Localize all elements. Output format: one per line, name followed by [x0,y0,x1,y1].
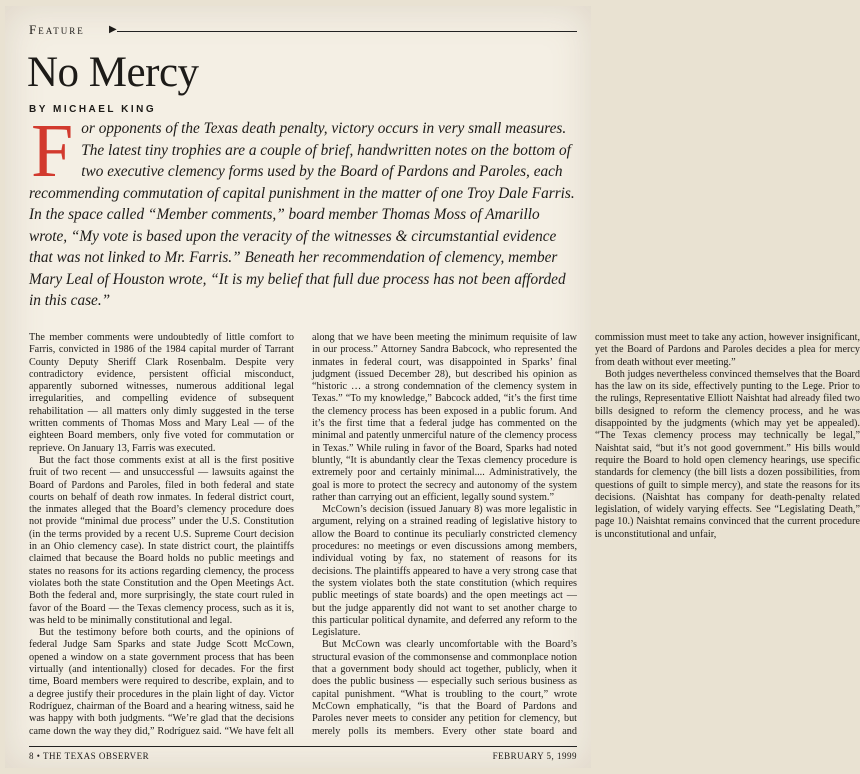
body-paragraph: Both judges nevertheless convinced themselves that the Board has the law on its side, effectively punting to the Lege. Prior to the rulings, Representative Elliott Naishtat had already filed two bills designed to reform the clemency process, and he was disappointed by the judgments (which may yet be appealed). “The Texas clemency process may technically be legal,” Naishtat said, “but it’s not good government.” His bills would require the Board to hold open clemency hearings, use specific standards for clemency (the bill lists a dozen possibilities, from questions of guilt to simple mercy), and state the reasons for its decisions. (Naishtat has company for death-penalty related legislation, of widely varying effects. See “Legislating Death,” page 10.) Naishtat remains convinced that the current procedure is unconstitutional and unfair, [595,368,860,540]
folio: 8 • THE TEXAS OBSERVER [29,751,150,761]
issue-date: FEBRUARY 5, 1999 [492,751,577,761]
body-paragraph: McCown’s decision (issued January 8) was more legalistic in argument, relying on a strained reading of legislative history to allow the Board to continue its peculiarly constricted clemency procedures: no meetings or even discussions among members, individual voting by fax, no statement of reasons for its decisions. The plaintiffs appeared to have a very strong case that the system violates both the state constitution (which requires public meetings of state boards) and the open meetings act — but the judge apparently did not want to set another charge to this particular political dynamite, and deferred any reform to the Legislature. [312,504,577,639]
kicker-rule [117,31,577,32]
magazine-page [5,6,860,768]
article-body [29,332,860,742]
body-paragraph: The member comments were undoubtedly of little comfort to Farris, convicted in 1986 of the 1984 capital murder of Tarrant County Deputy Sheriff Clark Rosenbalm. Despite very contradictory evidence, persistent official misconduct, apparently suborned witnesses, numerous additional legal irregularities, and compelling evidence of subsequent rehabilitation — all matters only dimly suggested in the terse written comments of Thomas Moss and Mary Leal — of the eighteen Board members, only five voted for commutation or reprieve. On January 13, Farris was executed. [29,332,294,454]
footer-rule [29,746,577,747]
body-paragraph: But McCown was clearly uncomfortable with the Board’s structural evasion of the commonsense and commonplace notion that a government body should act together, publicly, when it does the public business — especially such serious business as capital punishment. “What is troubling to the court,” wrote McCown emphatically, “is that the Board of Pardons and Paroles never meets to consider any petition for clemency, but merely polls its members. Every other state board and commission must meet to take any action, however insignificant, yet the Board of Pardons and Paroles decides a plea for mercy from death without ever meeting.” [312,332,860,737]
byline: BY MICHAEL KING [29,104,157,115]
dropcap: F [31,109,74,193]
kicker-arrow-icon: ▶ [109,24,117,35]
body-paragraph: But the fact those comments exist at all is the first positive fruit of two recent — and unsuccessful — lawsuits against the Board of Pardons and Paroles, filed in both federal and state courts on behalf of death row inmates. In federal district court, the inmates alleged that the Board’s clemency procedure does not provide “minimal due process” under the U.S. Constitution (in the terms provided by a recent U.S. Supreme Court decision in an Ohio clemency case). In state district court, the plaintiffs claimed that because the Board holds no public meetings and states no reasons for its actions regarding clemency, the process violates both the state Constitution and the Open Meetings Act. Both the federal and, more surprisingly, the state court ruled in favor of the Board — the Texas clemency process, such as it is, was held to be minimally constitutional and legal. [29,454,294,626]
body-paragraph: But the testimony before both courts, and the opinions of federal Judge Sam Sparks and state Judge Scott McCown, opened a window on a state government process that has been virtually (and intentionally) closed for decades. For the first time, Board members were required to describe, explain, and to a degree justify their procedures in the plain light of day. Victor Rodríguez, chairman of the Board and a hearing witness, said he was happy with both judgments. “We’re glad that the decisions came down the way they did,” Rodríguez said. “We have felt all along that we have been meeting the minimum requisite of law in our process.” Attorney Sandra Babcock, who represented the inmates in federal court, was disappointed in Sparks’ final judgment (issued December 28), but described his opinion as “historic … a strong condemnation of the clemency system in Texas.” “To my knowledge,” Babcock added, “it’s the first time the clemency process has been exposed in a public forum. And it’s the first time that a federal judge has commented on the minimal and patently unmerciful nature of the clemency process in Texas.” While ruling in favor of the Board, Sparks had noted bluntly, “It is abundantly clear the Texas clemency procedure is extremely poor and certainly minimal.... Administratively, the goal is more to protect the secrecy and autonomy of the system rather than carrying out an efficient, legally sound system.” [29,332,577,737]
dek-text: or opponents of the Texas death penalty, victory occurs in very small measures. The latest tiny trophies are a couple of brief, handwritten notes on the bottom of two executive clemency forms used by the Board of Pardons and Paroles, each recommending commutation of capital punishment in the matter of one Troy Dale Farris. In the space called “Member comments,” board member Thomas Moss of Amarillo wrote, “My vote is based upon the veracity of the witnesses & circumstantial evidence that was not linked to Mr. Farris.” Beneath her recommendation of clemency, member Mary Leal of Houston wrote, “It is my belief that full due process has not been afforded in this case.” [29,120,575,309]
section-kicker: Feature [29,22,85,37]
headline: No Mercy [27,49,199,96]
